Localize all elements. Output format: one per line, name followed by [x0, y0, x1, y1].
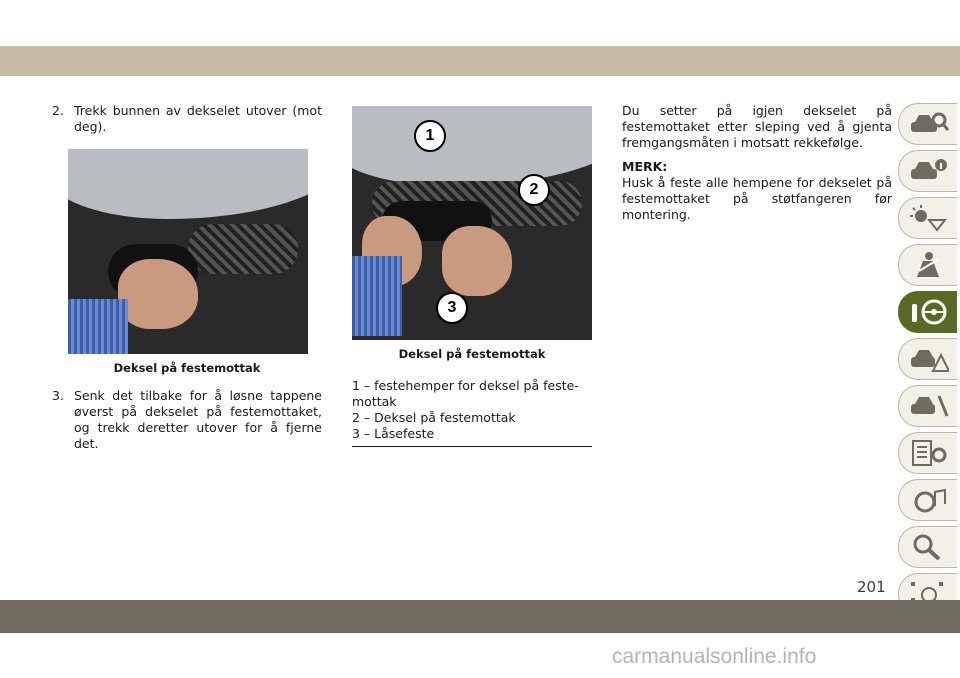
tab-key-steering-wheel[interactable] [898, 291, 957, 333]
figure-1-photo [68, 149, 308, 354]
left-column [52, 103, 322, 452]
tab-car-wrench[interactable] [898, 385, 957, 427]
legend-item: 2 – Deksel på festemottak [352, 410, 516, 425]
figure-2-legend [352, 378, 592, 447]
body-paragraph: Du setter på igjen dekselet på festemottaket etter sleping ved å gjenta fremgangsmåten i motsatt rekkefølge. [622, 103, 892, 150]
warning-light-icon [909, 204, 949, 232]
page-number: 201 [857, 578, 886, 596]
callout-2: 2 [518, 174, 550, 206]
tab-car-info[interactable] [898, 150, 957, 192]
tab-seat-airbag[interactable] [898, 244, 957, 286]
tab-search[interactable] [898, 526, 957, 568]
callout-1: 1 [414, 120, 446, 152]
step-2 [52, 103, 322, 135]
note-text: Husk å feste alle hempene for dekselet på festemottaket på støtfangeren før montering. [622, 175, 892, 222]
footer-band [0, 600, 960, 633]
step-number: 2. [52, 103, 64, 118]
seat-airbag-icon [909, 251, 949, 279]
watermark: carmanualsonline.info [612, 645, 817, 668]
middle-column [352, 106, 592, 447]
car-info-icon [909, 157, 949, 185]
tab-multimedia[interactable] [898, 479, 957, 521]
tab-car-hazard[interactable] [898, 338, 957, 380]
grille-shape [188, 224, 298, 274]
car-hazard-icon [909, 345, 949, 373]
document-gear-icon [909, 439, 949, 467]
legend-item: 3 – Låsefeste [352, 426, 435, 441]
legend-item: 1 – festehemper for deksel på feste-mottak [352, 378, 579, 409]
figure-1-caption: Deksel på festemottak [113, 361, 261, 375]
step-text: Senk det tilbake for å løsne tappene øverst på dekselet på festemottaket, og trekk deretter utover for å fjerne det. [74, 388, 322, 451]
right-column [622, 103, 892, 231]
step-text: Trekk bunnen av dekselet utover (mot deg). [74, 103, 322, 134]
car-wrench-icon [909, 392, 949, 420]
tab-car-magnifier[interactable] [898, 103, 957, 145]
bumper-shape [352, 106, 592, 186]
multimedia-icon [909, 486, 949, 514]
key-steering-wheel-icon [909, 298, 949, 326]
tab-document-gear[interactable] [898, 432, 957, 474]
step-number: 3. [52, 388, 64, 403]
bumper-shape [68, 149, 308, 219]
callout-3: 3 [436, 292, 468, 324]
header-band [0, 46, 960, 76]
figure-2-photo [352, 106, 592, 340]
sleeve-shape [352, 256, 402, 336]
note-heading: MERK: [622, 159, 668, 174]
hand-shape [118, 259, 198, 329]
chapter-tabs [898, 103, 958, 620]
car-magnifier-icon [909, 110, 949, 138]
step-3 [52, 388, 322, 452]
search-icon [909, 533, 949, 561]
hand-shape [442, 226, 512, 296]
figure-2-caption: Deksel på festemottak [398, 347, 546, 361]
tab-warning-light[interactable] [898, 197, 957, 239]
sleeve-shape [68, 299, 128, 354]
